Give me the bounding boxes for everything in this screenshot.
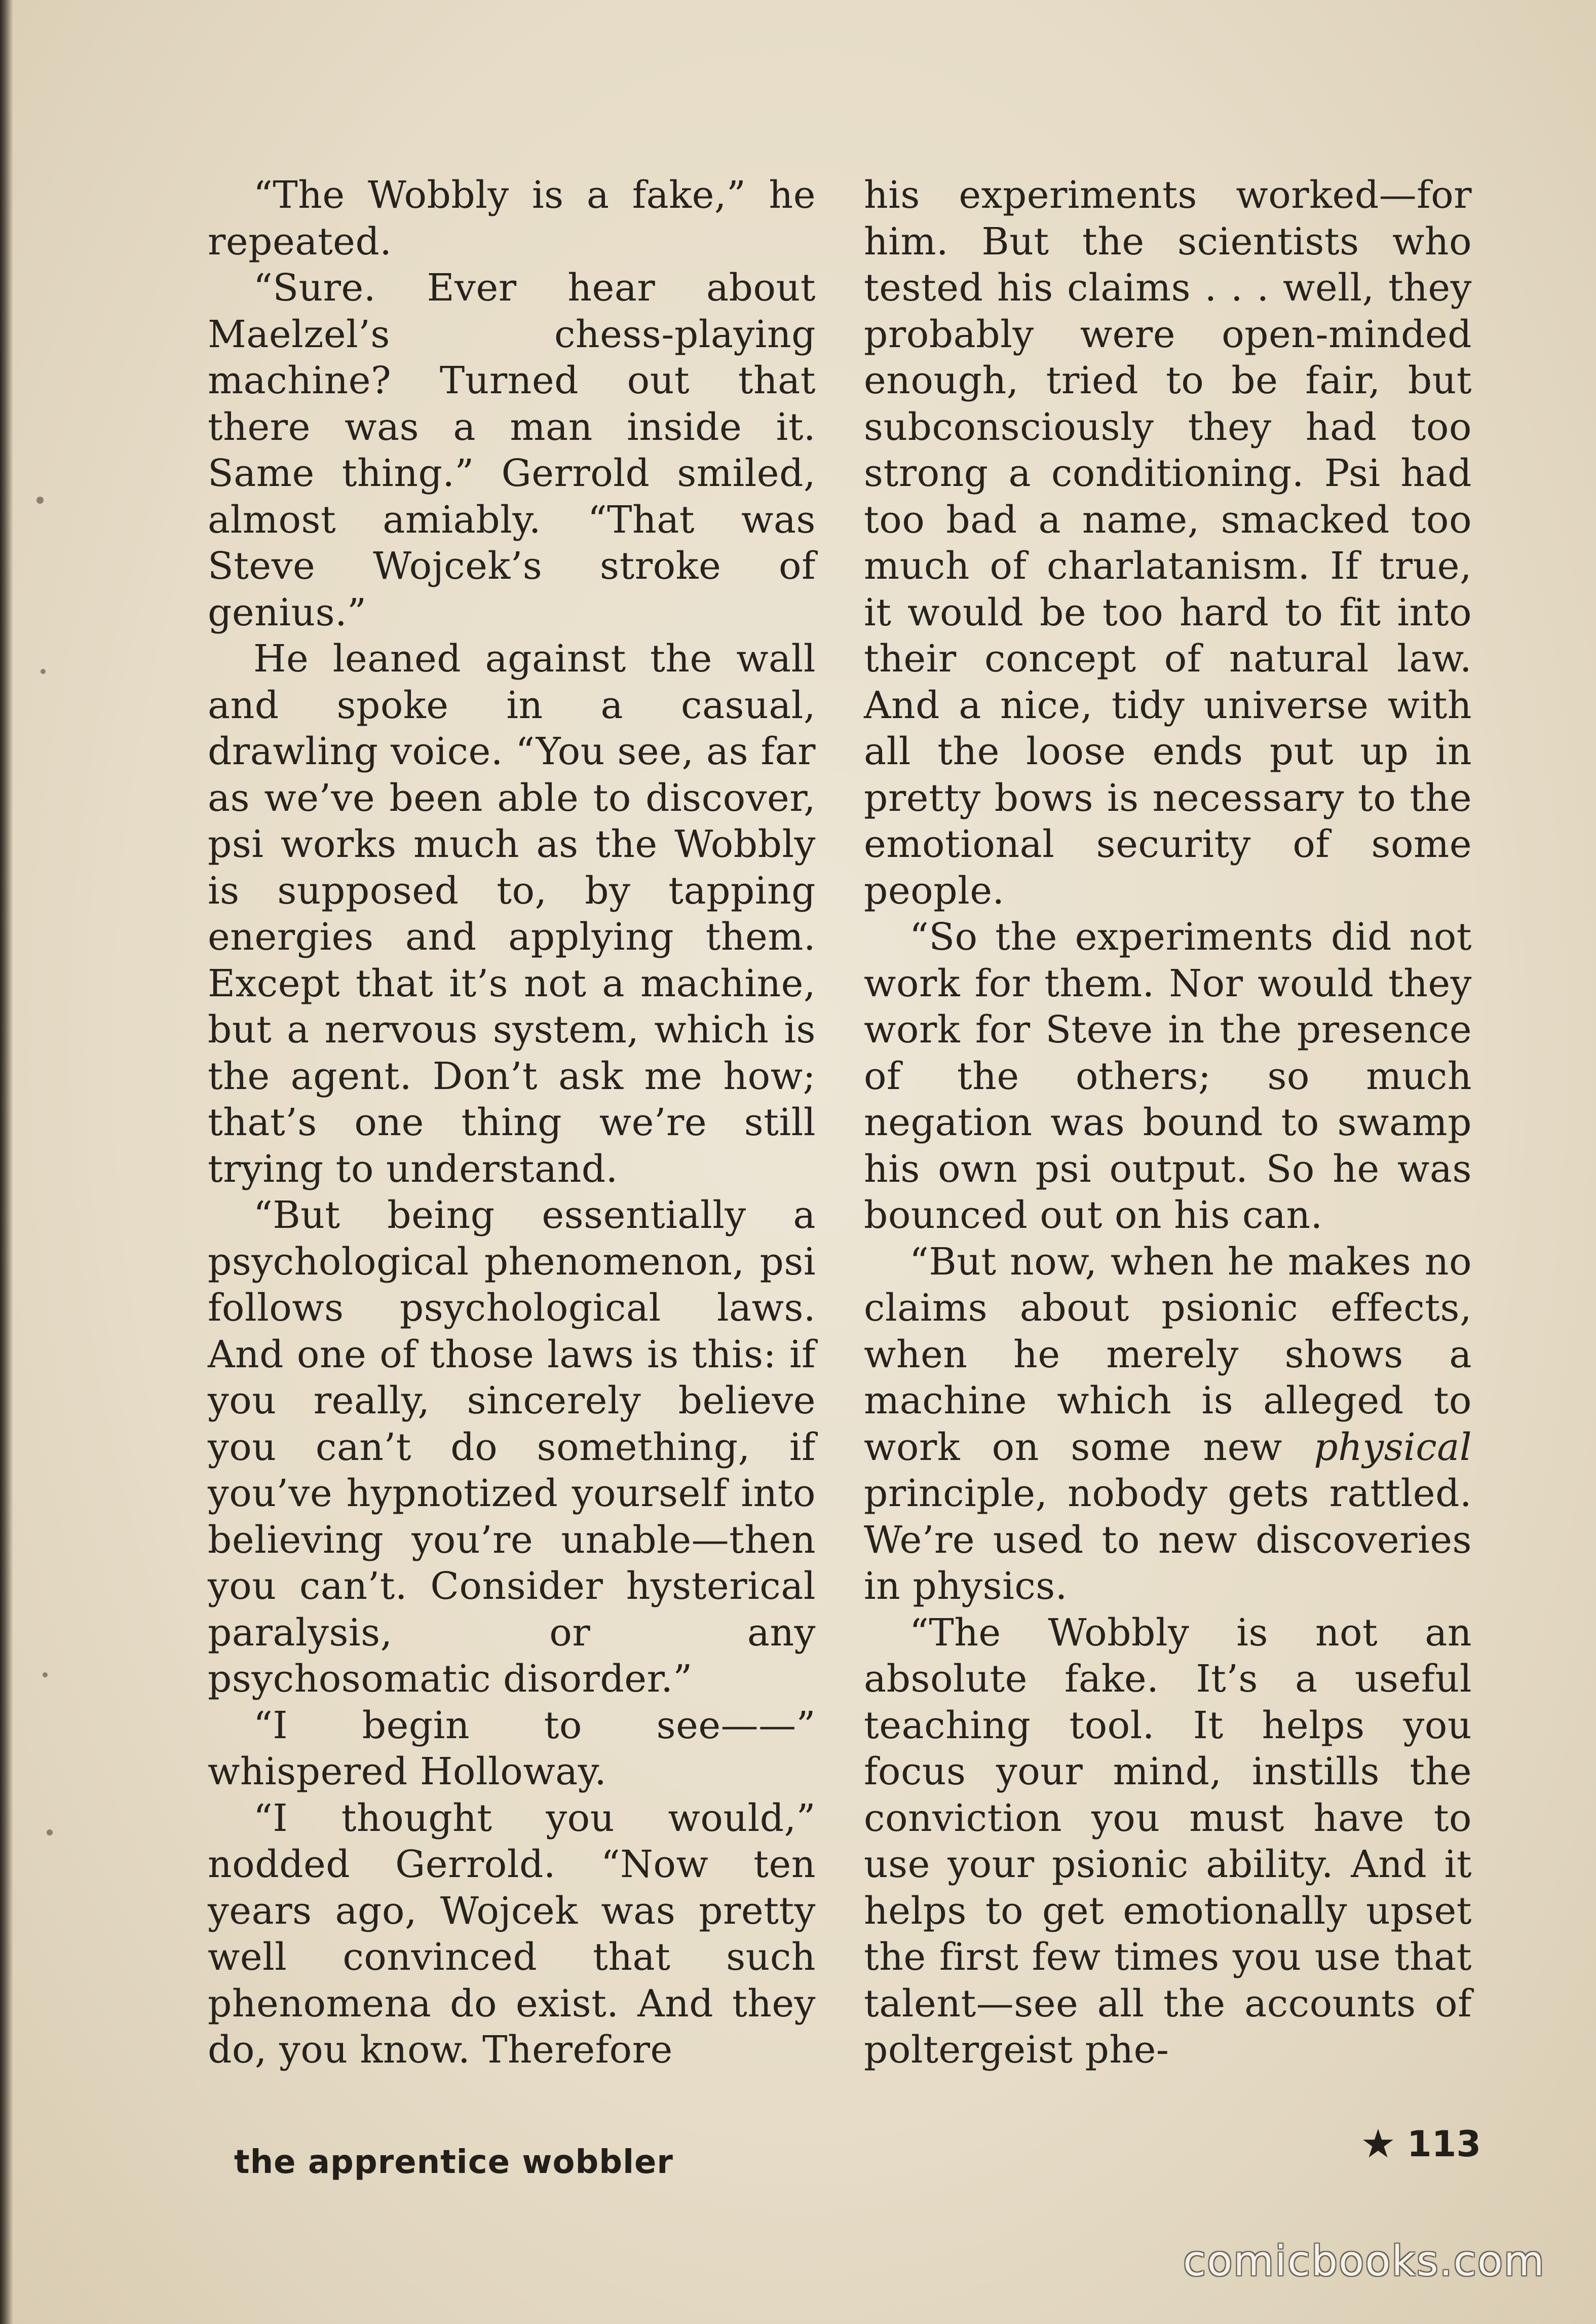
binding-edge xyxy=(0,0,13,2324)
star-icon: ★ xyxy=(1360,2121,1396,2167)
paper-speck xyxy=(47,1829,53,1835)
paragraph: “The Wobbly is not an absolute fake. It’s a useful teaching tool. It helps you focus your mind, instills the conviction you must have to use your psionic ability. And it helps to get emotionally upset the first few times you use that talent—see all the accounts of poltergeist phe- xyxy=(864,1610,1472,2072)
page-number-block xyxy=(1360,2123,1481,2165)
paragraph: “I thought you would,” nodded Gerrold. “Now ten years ago, Wojcek was pretty well convinced that such phenomena do exist. And they do, you know. Therefore xyxy=(208,1796,816,2072)
paragraph: his experiments worked—for him. But the scientists who tested his claims . . . well, they probably were open-minded enough, tried to be fair, but subconsciously they had too strong a conditioning. Psi had too bad a name, smacked too much of charlatanism. If true, it would be too hard to fit into their concept of natural law. And a nice, tidy universe with all the loose ends put up in pretty bows is necessary to the emotional security of some people. xyxy=(864,173,1472,913)
paragraph: “The Wobbly is a fake,” he repeated. xyxy=(208,173,816,264)
paper-speck xyxy=(43,1672,48,1677)
paper-speck xyxy=(36,497,44,504)
paragraph: “But being essentially a psychological phenomenon, psi follows psychological laws. And one of those laws is this: if you really, sincerely believe you can’t do something, if you’ve hypnotized yourself into believing you’re unable—then you can’t. Consider hysterical paralysis, or any psychosomatic disorder.” xyxy=(208,1193,816,1701)
paragraph: “I begin to see——” whispered Holloway. xyxy=(208,1703,816,1793)
paragraph: “So the experiments did not work for them. Nor would they work for Steve in the presence of the others; so much negation was bound to swamp his own psi output. So he was bounced out on his can. xyxy=(864,915,1472,1237)
paragraph xyxy=(864,1239,1472,1610)
left-text-column xyxy=(208,172,816,2074)
paragraph: He leaned against the wall and spoke in a casual, drawling voice. “You see, as far as we’ve been able to discover, psi works much as the Wobbly is supposed to, by tapping energies and applying them. Except that it’s not a machine, but a nervous system, which is the agent. Don’t ask me how; that’s one thing we’re still trying to understand. xyxy=(208,637,816,1191)
running-footer-title: the apprentice wobbler xyxy=(234,2144,673,2181)
paragraph: “Sure. Ever hear about Maelzel’s chess-playing machine? Turned out that there was a man inside it. Same thing.” Gerrold smiled, almost amiably. “That was Steve Wojcek’s stroke of genius.” xyxy=(208,266,816,634)
paragraph-text: “But now, when he makes no claims about psionic effects, when he merely shows a machine which is alleged to work on some new xyxy=(864,1240,1472,1469)
right-text-column xyxy=(864,172,1472,2074)
page-number: 113 xyxy=(1407,2123,1481,2165)
paragraph-text: principle, nobody gets rattled. We’re used to new discoveries in physics. xyxy=(864,1472,1472,1608)
watermark: comicbooks.com xyxy=(1183,2237,1545,2285)
emphasis-text: physical xyxy=(1314,1425,1472,1469)
paper-speck xyxy=(41,669,46,674)
